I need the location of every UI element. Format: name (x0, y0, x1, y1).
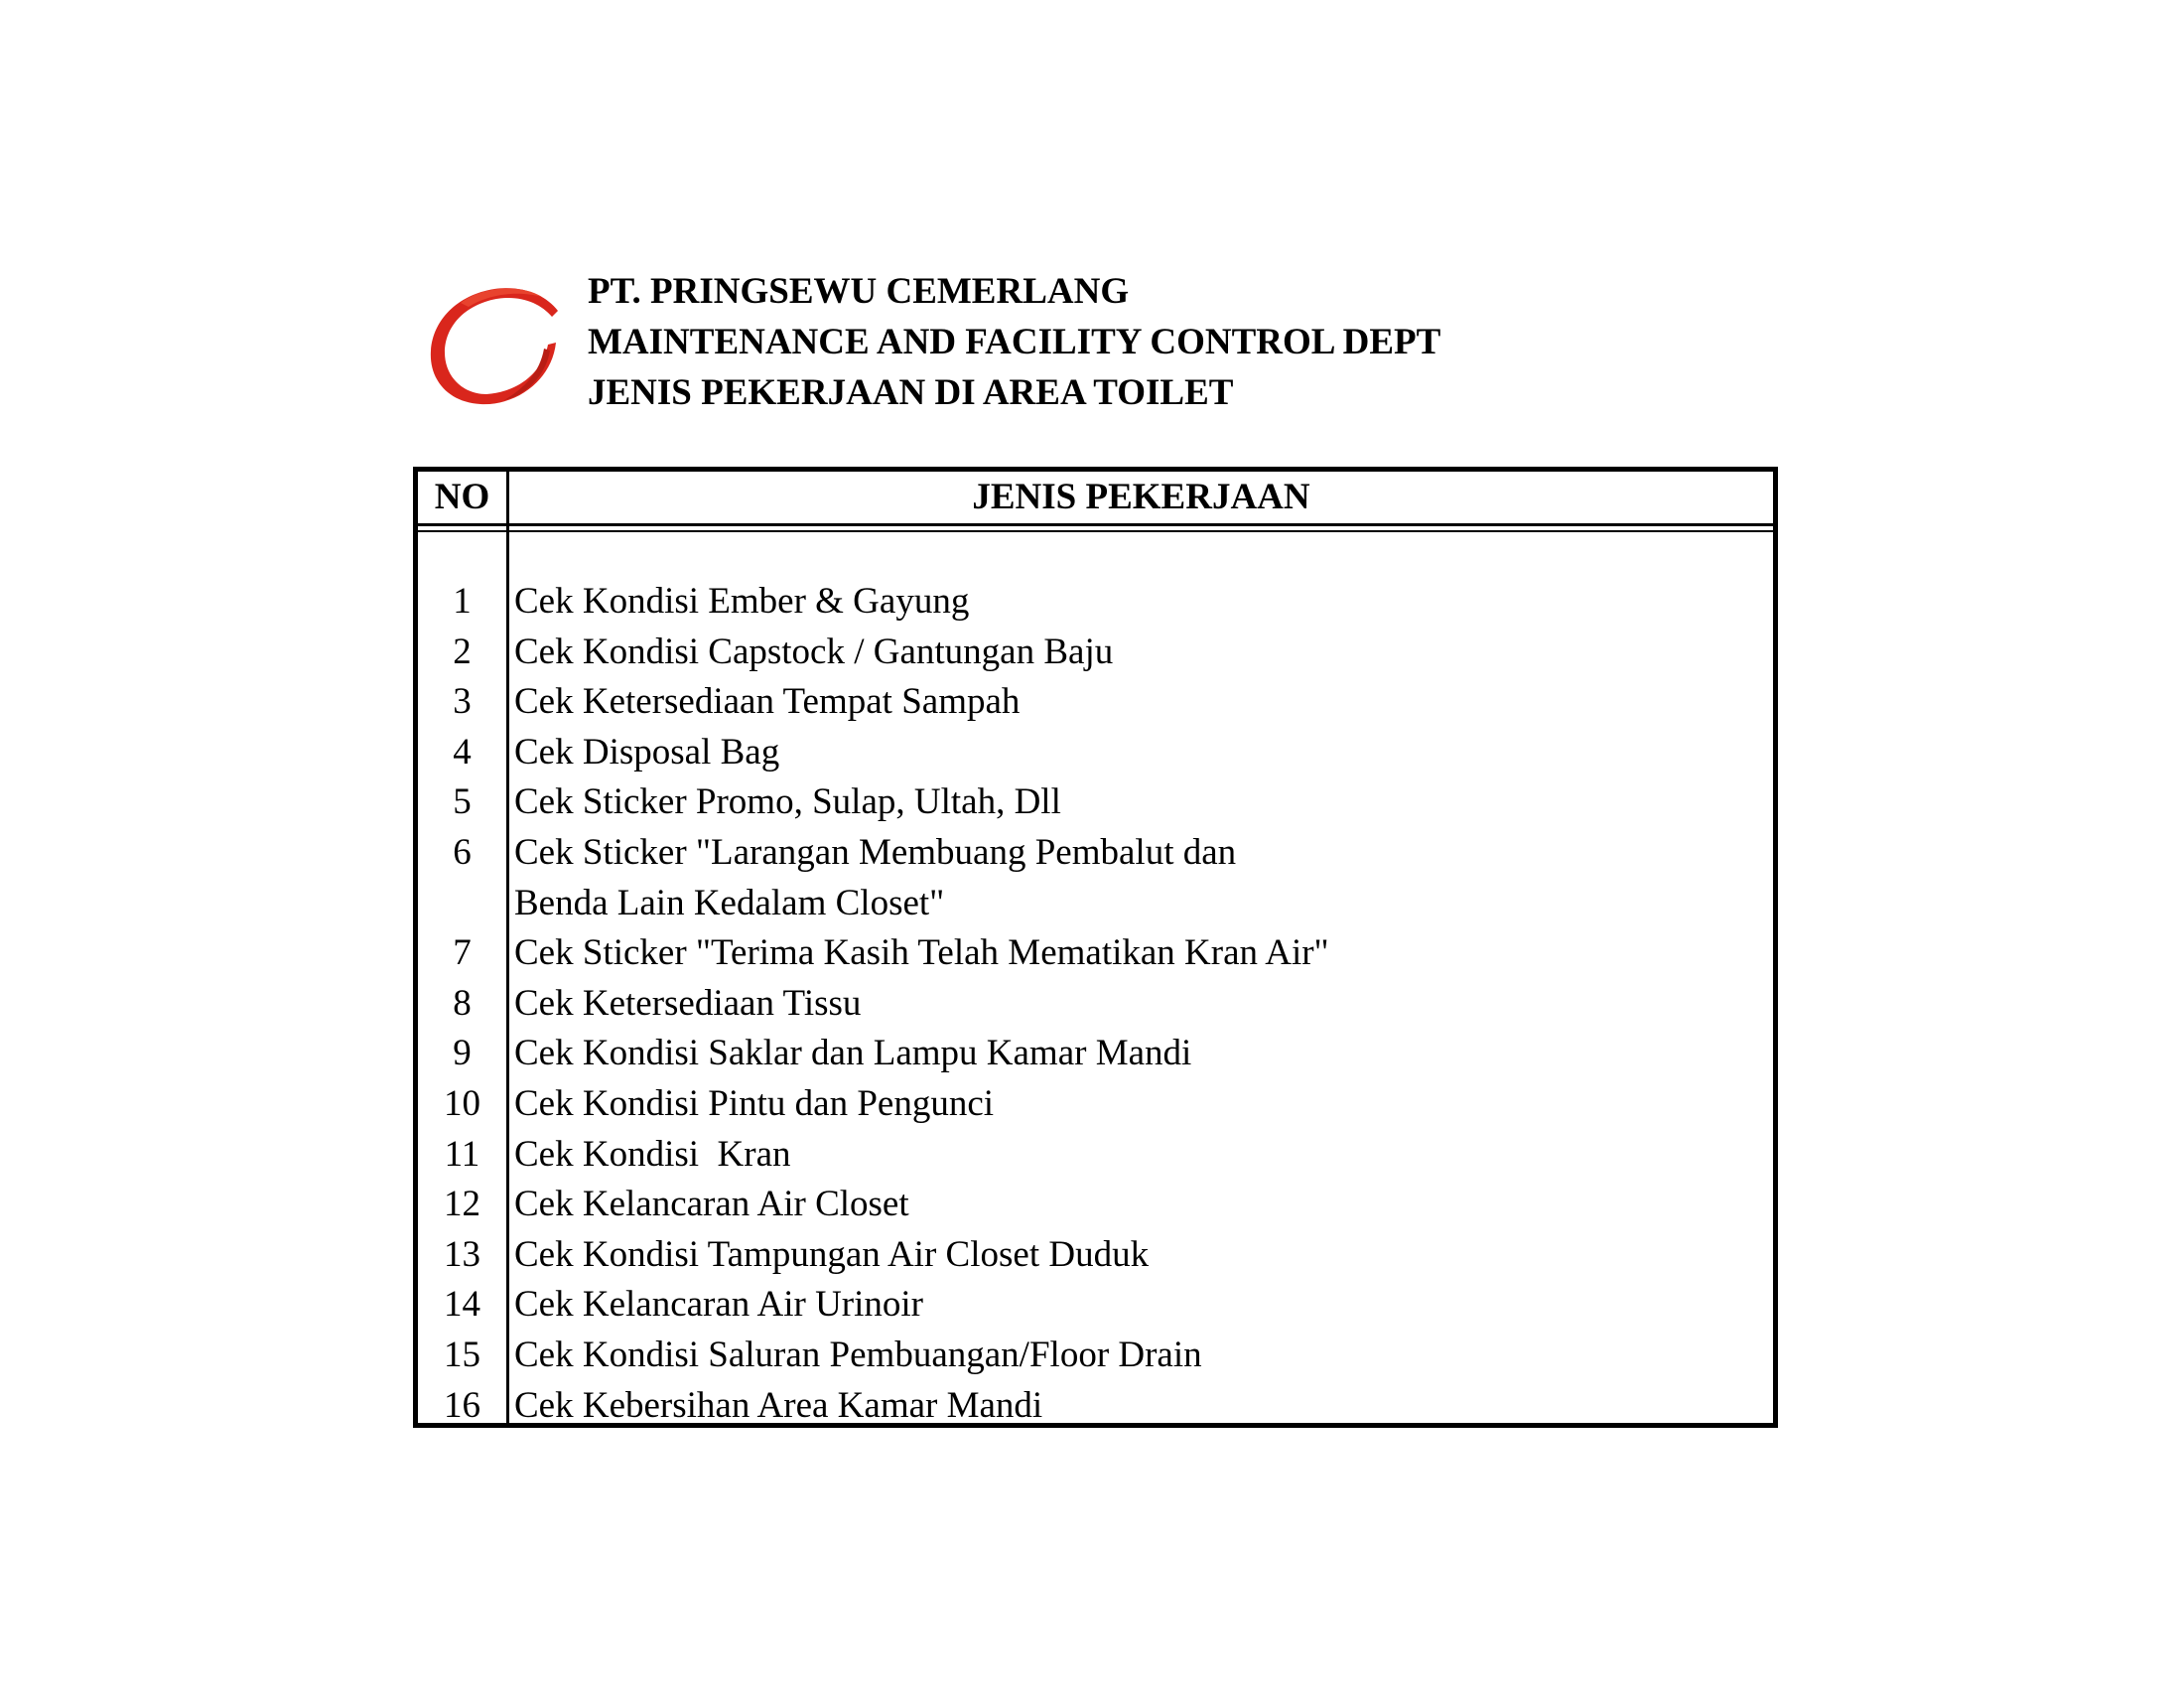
table-header-row (418, 472, 1773, 523)
row-job: Cek Kondisi Capstock / Gantungan Baju (514, 631, 1114, 672)
row-number: 8 (453, 982, 472, 1024)
table-row (418, 1280, 1773, 1331)
table-row (418, 777, 1773, 828)
header-rule-top (418, 523, 1773, 526)
document-title: JENIS PEKERJAAN DI AREA TOILET (588, 372, 1234, 413)
table-row (418, 1130, 1773, 1181)
row-job: Cek Sticker Promo, Sulap, Ultah, Dll (514, 781, 1061, 823)
table-row (418, 1180, 1773, 1230)
row-job: Cek Sticker "Terima Kasih Telah Mematikan Kran Air" (514, 932, 1329, 974)
row-job: Cek Kondisi Saklar dan Lampu Kamar Mandi (514, 1033, 1192, 1074)
row-number: 12 (444, 1184, 480, 1225)
row-job: Cek Ketersediaan Tissu (514, 982, 862, 1024)
table-row (418, 928, 1773, 979)
company-name: PT. PRINGSEWU CEMERLANG (588, 271, 1130, 312)
table-row (418, 728, 1773, 778)
row-job: Cek Kelancaran Air Closet (514, 1184, 909, 1225)
row-number: 7 (453, 932, 472, 974)
pringsewu-logo-icon (425, 281, 566, 410)
row-job: Cek Kelancaran Air Urinoir (514, 1284, 923, 1326)
table-row (418, 1230, 1773, 1281)
table-row (418, 1331, 1773, 1381)
logo-letter-p (480, 312, 536, 384)
table-row (418, 677, 1773, 728)
table-row (418, 828, 1773, 928)
row-number: 10 (444, 1082, 480, 1124)
row-number: 15 (444, 1334, 480, 1375)
row-job: Cek Sticker "Larangan Membuang Pembalut dan Benda Lain Kedalam Closet" (514, 831, 1237, 923)
row-number: 3 (453, 681, 472, 723)
row-job: Cek Disposal Bag (514, 731, 780, 773)
column-header-job: JENIS PEKERJAAN (972, 477, 1310, 517)
row-number: 2 (453, 631, 472, 672)
table-row (418, 628, 1773, 678)
logo-flame-swirl (431, 288, 558, 404)
row-job: Cek Kondisi Kran (514, 1133, 791, 1175)
row-number: 9 (453, 1033, 472, 1074)
table-row (418, 1381, 1773, 1432)
department-name: MAINTENANCE AND FACILITY CONTROL DEPT (588, 322, 1441, 362)
row-number: 5 (453, 781, 472, 823)
row-number: 6 (453, 831, 472, 873)
table-row (418, 1029, 1773, 1079)
row-number: 14 (444, 1284, 480, 1326)
table-row (418, 577, 1773, 628)
row-number: 11 (444, 1133, 480, 1175)
row-number: 16 (444, 1384, 480, 1426)
table-body (418, 577, 1773, 1431)
row-job: Cek Kondisi Tampungan Air Closet Duduk (514, 1233, 1150, 1275)
row-number: 4 (453, 731, 472, 773)
task-table (413, 467, 1778, 1428)
column-header-no: NO (434, 477, 490, 517)
header-rule-bottom (418, 530, 1773, 532)
row-job: Cek Kondisi Saluran Pembuangan/Floor Drain (514, 1334, 1202, 1375)
table-row (418, 979, 1773, 1030)
row-number: 1 (453, 581, 472, 622)
row-job: Cek Kondisi Pintu dan Pengunci (514, 1082, 995, 1124)
row-job: Cek Kondisi Ember & Gayung (514, 581, 970, 622)
document-header (588, 266, 1440, 418)
table-row (418, 1079, 1773, 1130)
row-job: Cek Kebersihan Area Kamar Mandi (514, 1384, 1043, 1426)
row-job: Cek Ketersediaan Tempat Sampah (514, 681, 1021, 723)
row-number: 13 (444, 1233, 480, 1275)
